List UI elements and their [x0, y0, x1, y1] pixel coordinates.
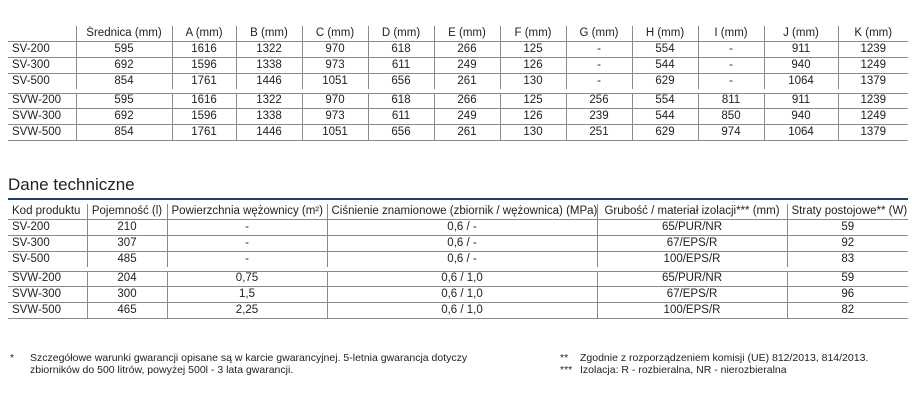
table-cell: -	[566, 74, 632, 92]
table-cell: 67/EPS/R	[597, 236, 787, 252]
table-cell: 611	[368, 58, 434, 74]
dim-header-g: G (mm)	[566, 26, 632, 42]
table-cell: 973	[302, 109, 368, 125]
table-cell: 656	[368, 74, 434, 92]
warranty-note-line2: zbiorników do 500 litrów, powyżej 500l - 3 lata gwarancji.	[30, 364, 294, 376]
table-cell: 59	[787, 220, 908, 236]
table-cell: 629	[632, 74, 698, 92]
tech-header-coil-area: Powierzchnia wężownicy (m²)	[167, 204, 327, 220]
table-cell: 130	[500, 125, 566, 141]
table-cell: 67/EPS/R	[597, 287, 787, 303]
table-cell: 1596	[172, 109, 236, 125]
table-cell: 611	[368, 109, 434, 125]
table-cell: 2,25	[167, 303, 327, 319]
table-cell: 1338	[236, 109, 302, 125]
table-cell: 1322	[236, 91, 302, 109]
table-cell: 970	[302, 42, 368, 58]
table-cell: 465	[87, 303, 167, 319]
row-product-code: SVW-200	[8, 91, 76, 109]
table-cell: 266	[434, 42, 500, 58]
table-cell: 0,6 / -	[327, 220, 597, 236]
table-row	[8, 287, 908, 303]
table-cell: 251	[566, 125, 632, 141]
tech-header-capacity: Pojemność (l)	[87, 204, 167, 220]
table-cell: 854	[76, 74, 172, 92]
table-cell: 1596	[172, 58, 236, 74]
table-cell: 485	[87, 252, 167, 270]
table-cell: 1446	[236, 125, 302, 141]
table-cell: 1239	[838, 91, 908, 109]
table-cell: 1616	[172, 91, 236, 109]
table-row	[8, 269, 908, 287]
tech-header-insulation: Grubość / materiał izolacji*** (mm)	[597, 204, 787, 220]
table-cell: 0,6 / 1,0	[327, 303, 597, 319]
table-cell: 92	[787, 236, 908, 252]
dim-header-c: C (mm)	[302, 26, 368, 42]
table-cell: 1761	[172, 74, 236, 92]
note-mark-single: *	[10, 352, 15, 364]
tech-header-row	[8, 204, 908, 220]
row-product-code: SVW-300	[8, 109, 76, 125]
table-cell: 1064	[764, 125, 838, 141]
table-cell: 1322	[236, 42, 302, 58]
table-cell: 0,6 / 1,0	[327, 269, 597, 287]
table-cell: 1064	[764, 74, 838, 92]
dim-header-f: F (mm)	[500, 26, 566, 42]
table-row	[8, 220, 908, 236]
table-cell: 256	[566, 91, 632, 109]
table-cell: 239	[566, 109, 632, 125]
table-cell: -	[566, 42, 632, 58]
row-product-code: SV-500	[8, 74, 76, 92]
table-cell: 0,6 / -	[327, 252, 597, 270]
table-cell: 1249	[838, 58, 908, 74]
tech-header-pressure: Ciśnienie znamionowe (zbiornik / wężownica) (MPa)	[327, 204, 597, 220]
regulation-note: Zgodnie z rozporządzeniem komisji (UE) 812/2013, 814/2013.	[580, 352, 869, 364]
table-cell: 1051	[302, 125, 368, 141]
row-product-code: SVW-300	[8, 287, 87, 303]
table-cell: 126	[500, 109, 566, 125]
table-cell: 554	[632, 91, 698, 109]
table-cell: 1,5	[167, 287, 327, 303]
row-product-code: SV-200	[8, 42, 76, 58]
table-row	[8, 91, 908, 109]
dim-header-a: A (mm)	[172, 26, 236, 42]
table-cell: 210	[87, 220, 167, 236]
table-cell: 911	[764, 91, 838, 109]
table-cell: 249	[434, 109, 500, 125]
table-cell: 940	[764, 109, 838, 125]
table-cell: 300	[87, 287, 167, 303]
table-cell: 0,6 / 1,0	[327, 287, 597, 303]
table-cell: 65/PUR/NR	[597, 269, 787, 287]
row-product-code: SVW-500	[8, 125, 76, 141]
table-cell: 204	[87, 269, 167, 287]
table-cell: 544	[632, 58, 698, 74]
table-cell: 544	[632, 109, 698, 125]
dim-header-i: I (mm)	[698, 26, 764, 42]
dim-header-e: E (mm)	[434, 26, 500, 42]
table-cell: 65/PUR/NR	[597, 220, 787, 236]
regulation-notes	[560, 352, 910, 376]
table-cell: 83	[787, 252, 908, 270]
table-cell: 850	[698, 109, 764, 125]
table-row	[8, 42, 908, 58]
table-cell: 0,75	[167, 269, 327, 287]
tech-table	[8, 204, 908, 319]
dim-header-blank	[8, 26, 76, 42]
table-row	[8, 236, 908, 252]
table-cell: 125	[500, 91, 566, 109]
dim-header-j: J (mm)	[764, 26, 838, 42]
table-cell: 96	[787, 287, 908, 303]
table-cell: 811	[698, 91, 764, 109]
table-cell: -	[167, 236, 327, 252]
row-product-code: SV-300	[8, 236, 87, 252]
table-cell: 1379	[838, 74, 908, 92]
table-cell: 261	[434, 74, 500, 92]
table-cell: 100/EPS/R	[597, 303, 787, 319]
dim-header-d: D (mm)	[368, 26, 434, 42]
table-cell: 249	[434, 58, 500, 74]
table-cell: 970	[302, 91, 368, 109]
table-cell: 1051	[302, 74, 368, 92]
table-cell: 0,6 / -	[327, 236, 597, 252]
table-cell: 629	[632, 125, 698, 141]
dimensions-header-row	[8, 26, 908, 42]
note-mark-triple: ***	[560, 364, 573, 376]
table-cell: 911	[764, 42, 838, 58]
warranty-note-line1: Szczegółowe warunki gwarancji opisane są w karcie gwarancyjnej. 5-letnia gwarancja dotyczy	[30, 352, 468, 364]
warranty-note	[10, 352, 530, 376]
note-mark-double: **	[560, 352, 569, 364]
dim-header-b: B (mm)	[236, 26, 302, 42]
table-row	[8, 58, 908, 74]
tech-header-losses: Straty postojowe** (W)	[787, 204, 908, 220]
row-product-code: SVW-500	[8, 303, 87, 319]
table-row	[8, 252, 908, 270]
table-row	[8, 303, 908, 319]
section-title: Dane techniczne	[8, 175, 135, 194]
row-product-code: SVW-200	[8, 269, 87, 287]
table-cell: 100/EPS/R	[597, 252, 787, 270]
table-cell: 692	[76, 58, 172, 74]
table-cell: -	[167, 220, 327, 236]
tech-header-code: Kod produktu	[8, 204, 87, 220]
table-cell: 1616	[172, 42, 236, 58]
table-cell: -	[566, 58, 632, 74]
title-rule	[8, 198, 908, 200]
table-cell: 618	[368, 42, 434, 58]
table-cell: 1249	[838, 109, 908, 125]
dimensions-table	[8, 26, 908, 141]
table-cell: 1761	[172, 125, 236, 141]
row-product-code: SV-200	[8, 220, 87, 236]
dim-header-diameter: Średnica (mm)	[76, 26, 172, 42]
table-cell: 59	[787, 269, 908, 287]
table-cell: 595	[76, 91, 172, 109]
table-cell: 554	[632, 42, 698, 58]
table-cell: 82	[787, 303, 908, 319]
table-cell: 1446	[236, 74, 302, 92]
table-cell: -	[167, 252, 327, 270]
table-cell: 261	[434, 125, 500, 141]
table-cell: 595	[76, 42, 172, 58]
row-product-code: SV-500	[8, 252, 87, 270]
table-cell: 266	[434, 91, 500, 109]
row-product-code: SV-300	[8, 58, 76, 74]
table-row	[8, 125, 908, 141]
table-cell: 1379	[838, 125, 908, 141]
table-cell: -	[698, 74, 764, 92]
table-cell: 940	[764, 58, 838, 74]
table-cell: 1338	[236, 58, 302, 74]
table-cell: 656	[368, 125, 434, 141]
table-cell: 973	[302, 58, 368, 74]
table-cell: 692	[76, 109, 172, 125]
table-cell: 126	[500, 58, 566, 74]
table-cell: 974	[698, 125, 764, 141]
table-cell: 854	[76, 125, 172, 141]
dim-header-k: K (mm)	[838, 26, 908, 42]
table-cell: 130	[500, 74, 566, 92]
table-cell: 618	[368, 91, 434, 109]
table-cell: 1239	[838, 42, 908, 58]
table-row	[8, 109, 908, 125]
table-cell: -	[698, 42, 764, 58]
table-cell: -	[698, 58, 764, 74]
dim-header-h: H (mm)	[632, 26, 698, 42]
table-cell: 307	[87, 236, 167, 252]
table-row	[8, 74, 908, 92]
insulation-note: Izolacja: R - rozbieralna, NR - nierozbieralna	[580, 364, 787, 376]
table-cell: 125	[500, 42, 566, 58]
